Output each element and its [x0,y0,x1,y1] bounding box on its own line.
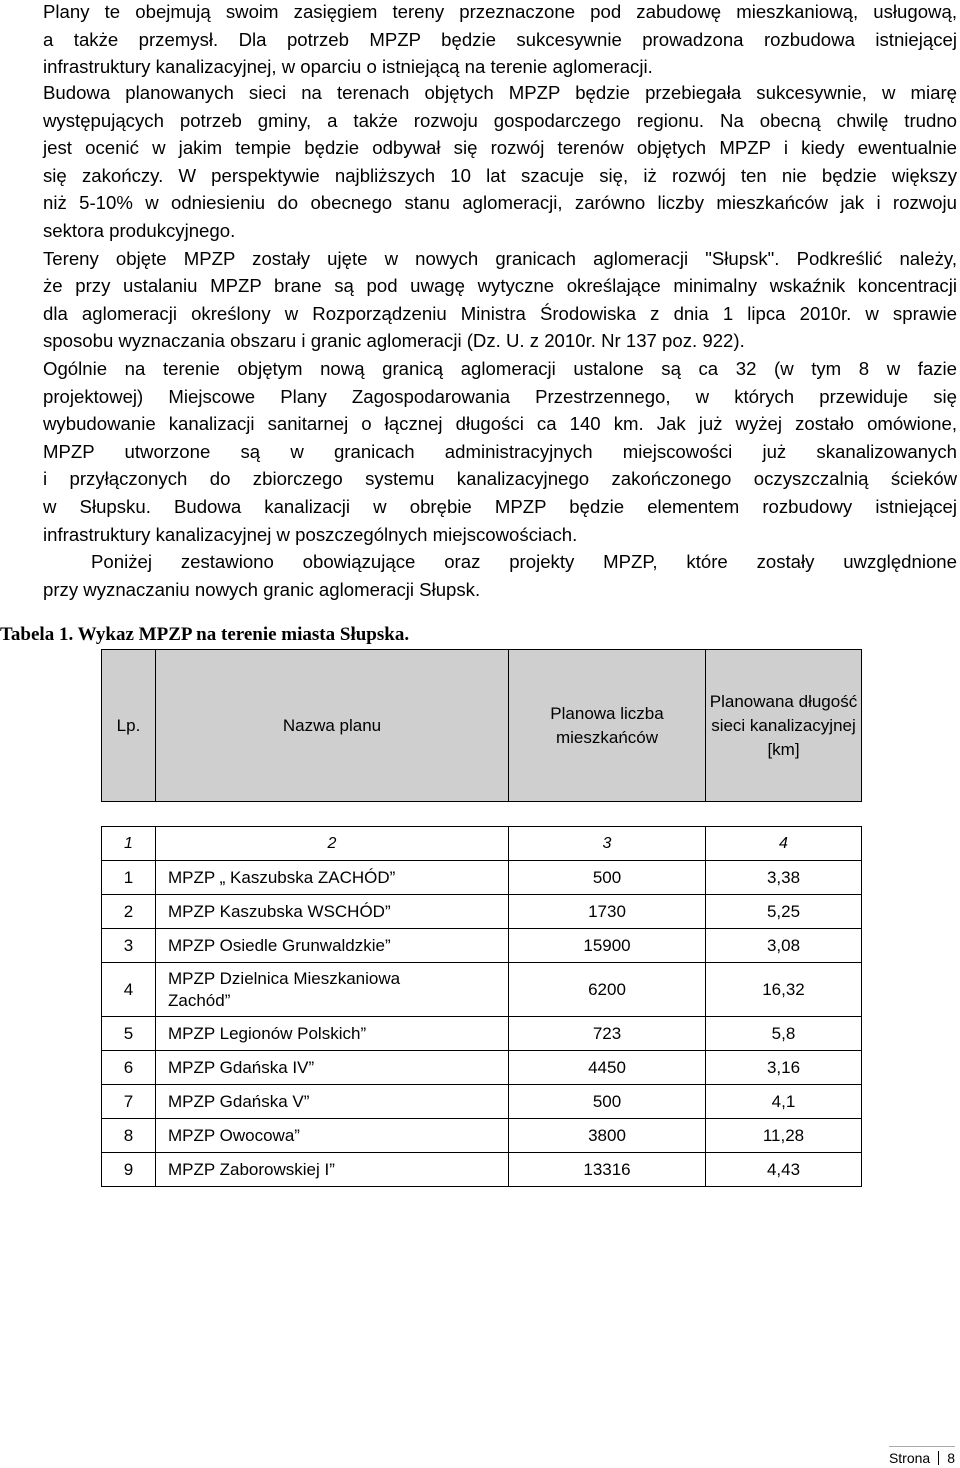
cell-lp: 5 [102,1017,156,1051]
cell-residents: 13316 [509,1153,706,1187]
text-line: dla aglomeracji określony w Rozporządzeniu Ministra Środowiska z dnia 1 lipca 2010r. w sprawie [43,302,957,324]
cell-length: 5,8 [706,1017,862,1051]
text-line: MPZP utworzone są w granicach administracyjnych miejscowości już skanalizowanych [43,440,957,462]
column-number: 1 [102,827,156,861]
cell-lp: 4 [102,963,156,1017]
cell-lp: 2 [102,895,156,929]
text-line: sposobu wyznaczania obszaru i granic aglomeracji (Dz. U. z 2010r. Nr 137 poz. 922). [43,330,745,352]
cell-length: 11,28 [706,1119,862,1153]
cell-length: 3,16 [706,1051,862,1085]
text-line: a także przemysł. Dla potrzeb MPZP będzie sukcesywnie prowadzona rozbudowa istniejącej [43,28,957,50]
header-network-length: Planowana długość sieci kanalizacyjnej [km] [706,650,862,802]
table-header-row [102,650,862,802]
cell-plan-name: MPZP „ Kaszubska ZACHÓD” [156,861,509,895]
header-residents: Planowa liczba mieszkańców [509,650,706,802]
table-row [102,1051,862,1085]
text-line: i przyłączonych do zbiorczego systemu kanalizacyjnego zakończonego oczyszczalnią ścieków [43,468,957,490]
text-line: wybudowanie kanalizacji sanitarnej o łącznej długości ca 140 km. Jak już wyżej zostało omówione, [43,413,957,435]
text-line: w Słupsku. Budowa kanalizacji w obrębie MPZP będzie elementem rozbudowy istniejącej [43,495,957,517]
text-line: Budowa planowanych sieci na terenach objętych MPZP będzie przebiegała sukcesywnie, w miarę [43,82,957,103]
cell-plan-name: MPZP Kaszubska WSCHÓD” [156,895,509,929]
cell-length: 5,25 [706,895,862,929]
text-line: jest ocenić w jakim tempie będzie odbywał się rozwój terenów objętych MPZP i kiedy ewentualnie [43,137,957,159]
text-line: Ogólnie na terenie objętym nową granicą aglomeracji ustalone są ca 32 (w tym 8 w fazie [43,357,957,379]
column-number: 4 [706,827,862,861]
cell-lp: 7 [102,1085,156,1119]
cell-plan-name: MPZP Gdańska IV” [156,1051,509,1085]
table-row [102,861,862,895]
cell-residents: 15900 [509,929,706,963]
cell-plan-name: MPZP Osiedle Grunwaldzkie” [156,929,509,963]
text-line: występujących potrzeb gminy, a także rozwoju gospodarczego regionu. Na obecną chwilę trudno [43,109,957,131]
cell-plan-name: MPZP Gdańska V” [156,1085,509,1119]
table-spacer [102,802,862,827]
text-line: sektora produkcyjnego. [43,219,236,241]
cell-plan-name: MPZP Dzielnica Mieszkaniowa Zachód” [156,963,509,1017]
cell-residents: 1730 [509,895,706,929]
table-row [102,929,862,963]
text-line: Poniżej zestawiono obowiązujące oraz projekty MPZP, które zostały uwzględnione [91,551,957,573]
cell-length: 3,38 [706,861,862,895]
cell-plan-name: MPZP Zaborowskiej I” [156,1153,509,1187]
text-line: się zakończy. W perspektywie najbliższych 10 lat szacuje się, iż rozwój ten nie będzie większy [43,164,957,186]
header-lp: Lp. [102,650,156,802]
page-number: 8 [947,1450,955,1466]
cell-residents: 723 [509,1017,706,1051]
text-line: niż 5-10% w odniesieniu do obecnego stanu aglomeracji, zarówno liczby mieszkańców jak i rozwoju [43,192,957,214]
cell-length: 16,32 [706,963,862,1017]
cell-residents: 3800 [509,1119,706,1153]
table-row [102,1119,862,1153]
text-line: infrastruktury kanalizacyjnej, w oparciu o istniejącą na terenie aglomeracji. [43,56,653,78]
cell-residents: 500 [509,1085,706,1119]
text-line: infrastruktury kanalizacyjnej w poszczególnych miejscowościach. [43,523,578,545]
cell-residents: 500 [509,861,706,895]
text-line: przy wyznaczaniu nowych granic aglomeracji Słupsk. [43,578,481,600]
cell-length: 4,43 [706,1153,862,1187]
table-caption: Tabela 1. Wykaz MPZP na terenie miasta Słupska. [0,624,410,645]
table-row [102,895,862,929]
table-row [102,1017,862,1051]
column-number-row [102,827,862,861]
header-plan-name: Nazwa planu [156,650,509,802]
page-label: Strona [888,1450,931,1466]
paragraph-main [43,79,957,603]
text-line: że przy ustalaniu MPZP brane są pod uwagę wytyczne określające minimalny wskaźnik koncentracji [43,275,957,297]
table-row [102,1153,862,1187]
footer-divider [938,1451,939,1465]
cell-lp: 9 [102,1153,156,1187]
cell-lp: 1 [102,861,156,895]
text-line: Tereny objęte MPZP zostały ujęte w nowych granicach aglomeracji "Słupsk". Podkreślić należy, [43,247,957,269]
table-row [102,963,862,1017]
cell-plan-name: MPZP Owocowa” [156,1119,509,1153]
cell-length: 3,08 [706,929,862,963]
column-number: 2 [156,827,509,861]
page-footer [889,1446,955,1467]
column-number: 3 [509,827,706,861]
cell-plan-name: MPZP Legionów Polskich” [156,1017,509,1051]
text-line: projektowej) Miejscowe Plany Zagospodarowania Przestrzennego, w których przewiduje się [43,385,957,407]
cell-residents: 6200 [509,963,706,1017]
text-line: Plany te obejmują swoim zasięgiem tereny przeznaczone pod zabudowę mieszkaniową, usługową, [43,1,957,22]
table-row [102,1085,862,1119]
cell-lp: 3 [102,929,156,963]
cell-lp: 8 [102,1119,156,1153]
mpzp-table [101,649,862,1187]
cell-length: 4,1 [706,1085,862,1119]
cell-residents: 4450 [509,1051,706,1085]
paragraph-intro [43,0,957,81]
cell-lp: 6 [102,1051,156,1085]
